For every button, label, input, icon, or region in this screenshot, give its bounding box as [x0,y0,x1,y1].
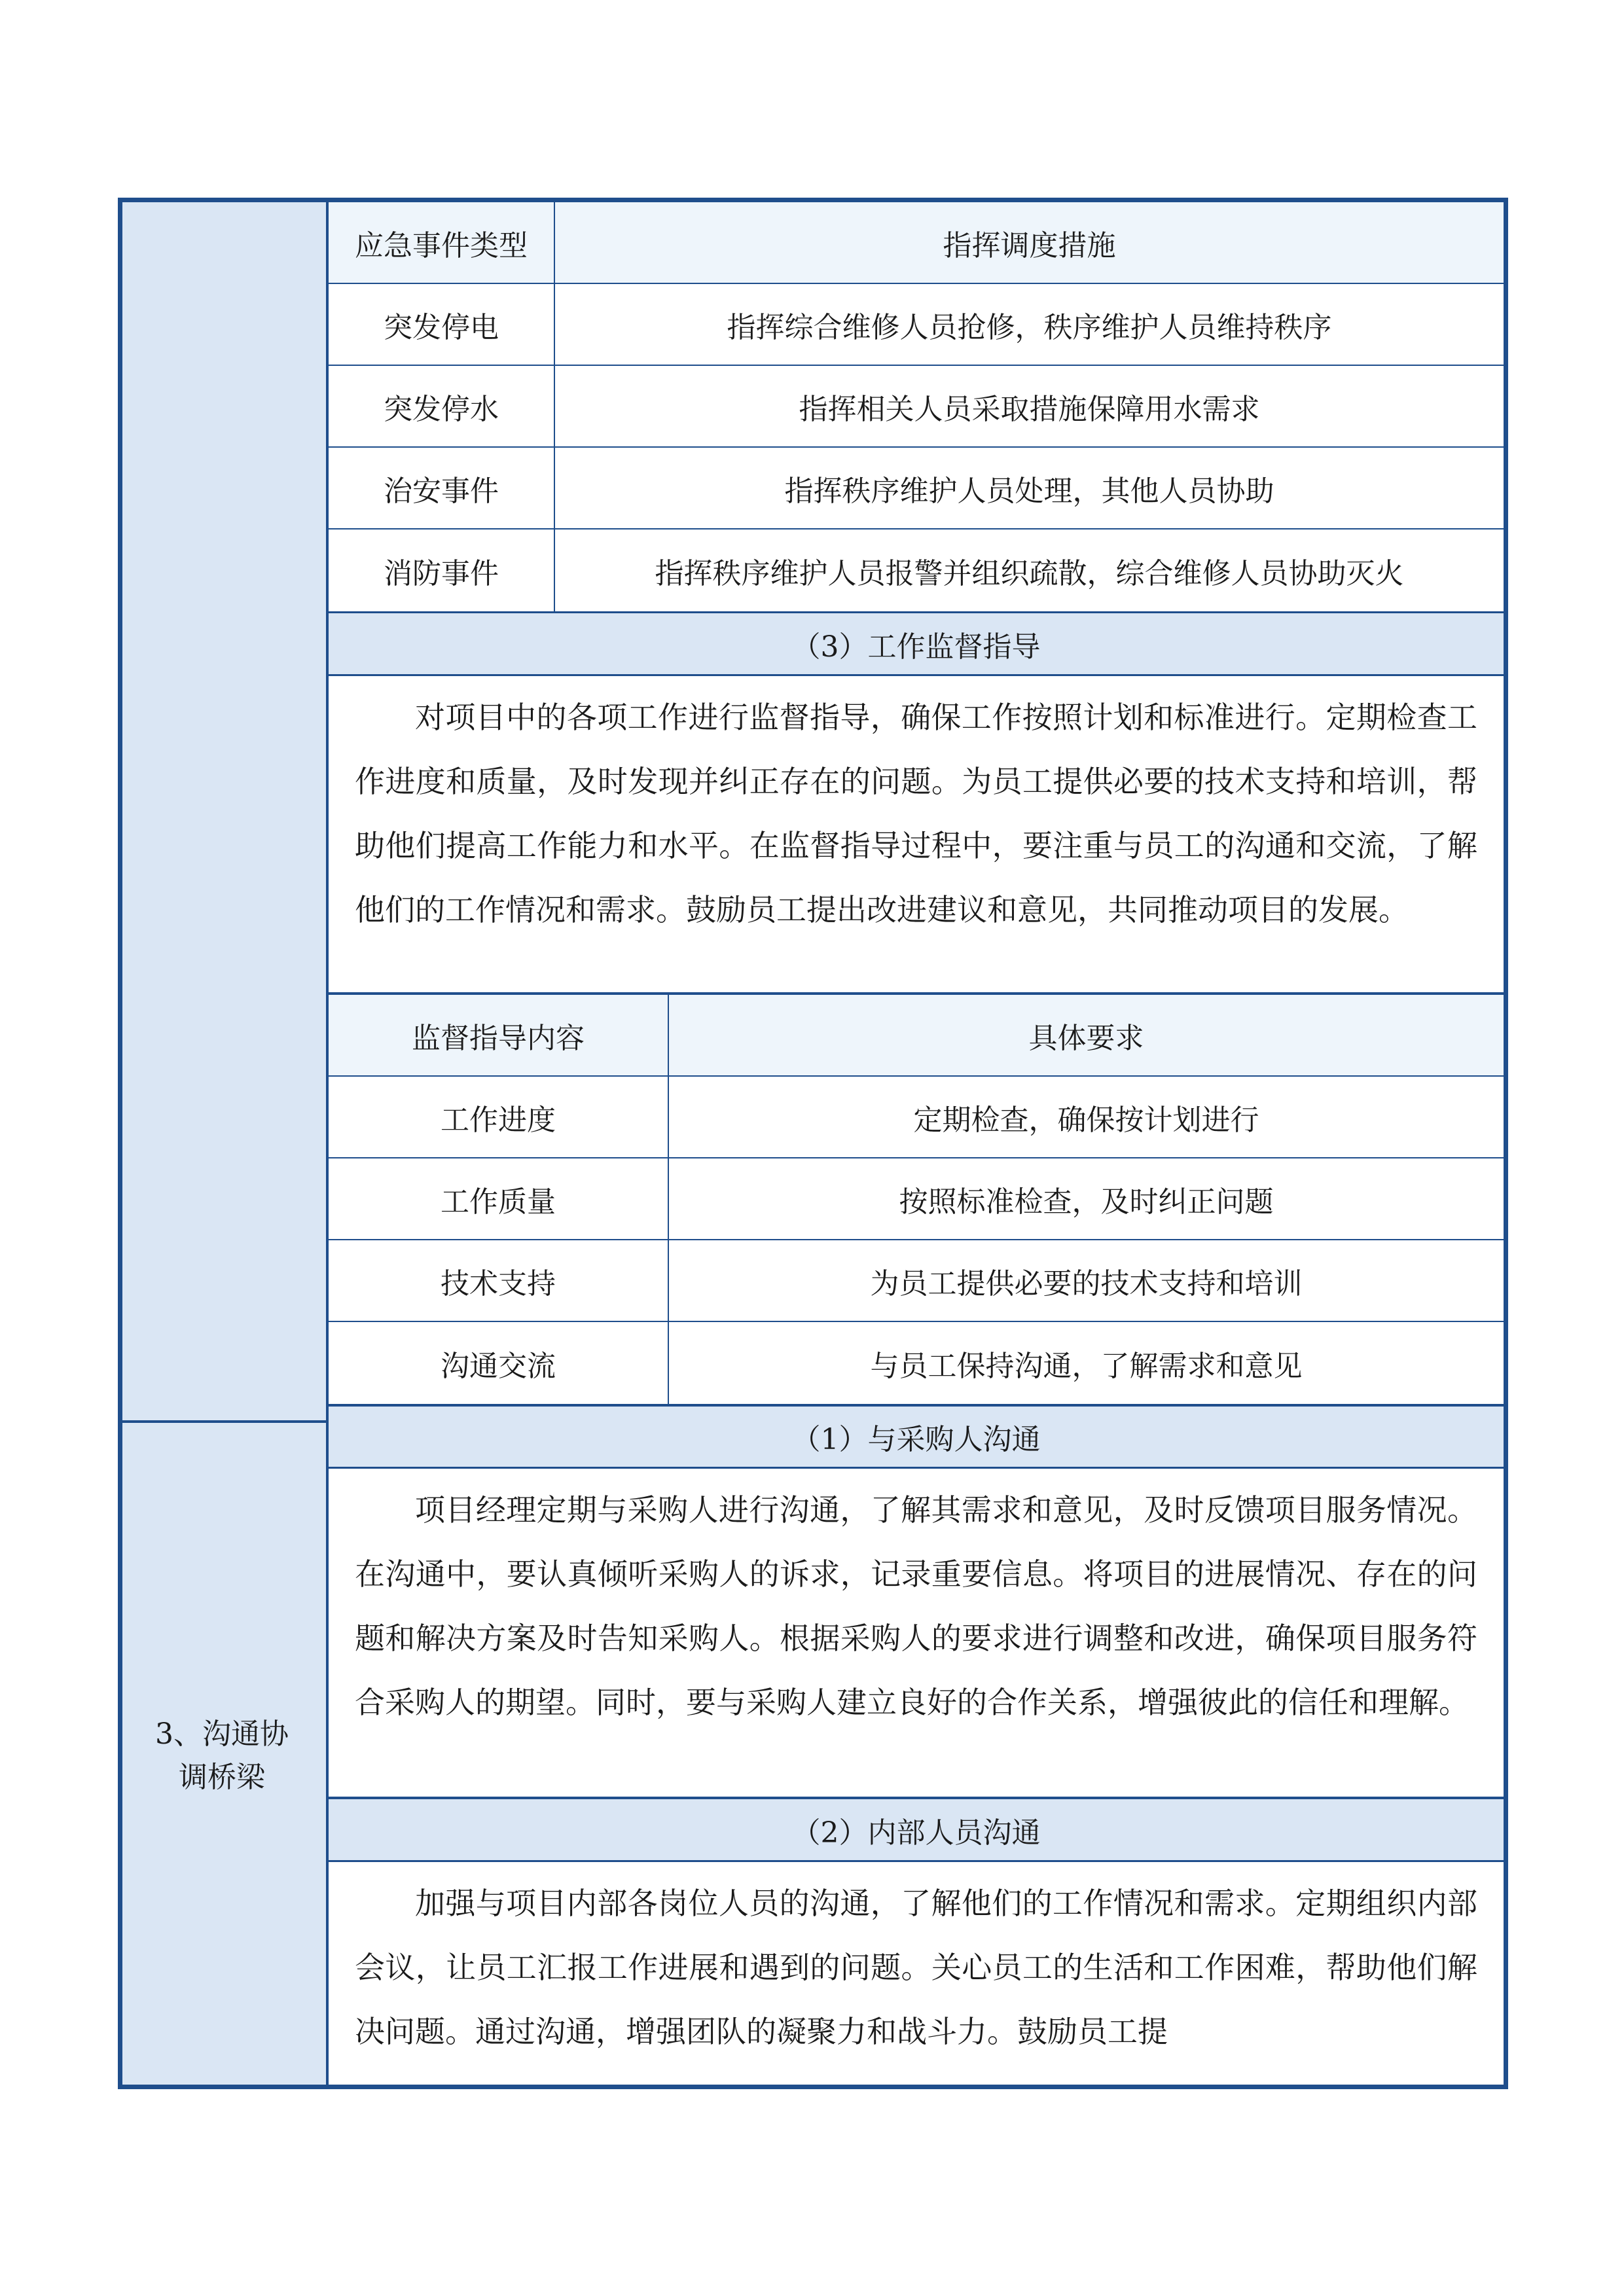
internal-paragraph: 加强与项目内部各岗位人员的沟通，了解他们的工作情况和需求。定期组织内部会议，让员工汇报工作进展和遇到的问题。关心员工的生活和工作困难，帮助他们解决问题。通过沟通，增强团队的凝聚力和战斗力。鼓励员工提 [355,1886,1477,2049]
emergency-row-3-measure: 指挥秩序维护人员处理，其他人员协助 [555,448,1504,529]
emergency-header-measure: 指挥调度措施 [555,202,1504,284]
supervision-row-1-content: 工作进度 [329,1077,669,1158]
emergency-row-4-type: 消防事件 [329,529,555,611]
supervision-row-3-content: 技术支持 [329,1240,669,1322]
supervision-row-2-requirement: 按照标准检查，及时纠正问题 [669,1158,1504,1240]
supervision-paragraph: 对项目中的各项工作进行监督指导，确保工作按照计划和标准进行。定期检查工作进度和质量，及时发现并纠正存在的问题。为员工提供必要的技术支持和培训，帮助他们提高工作能力和水平。在监督指导过程中，要注重与员工的沟通和交流，了解他们的工作情况和需求。鼓励员工提出改进建议和意见，共同推动项目的发展。 [329,676,1504,995]
supervision-row-4-content: 沟通交流 [329,1322,669,1404]
supervision-header-requirement: 具体要求 [669,995,1504,1077]
emergency-row-4-measure: 指挥秩序维护人员报警并组织疏散，综合维修人员协助灭火 [655,556,1404,590]
supervision-row-1-requirement: 定期检查，确保按计划进行 [669,1077,1504,1158]
supervision-row-2-content: 工作质量 [329,1158,669,1240]
supervision-row-4-requirement: 与员工保持沟通，了解需求和意见 [870,1349,1303,1383]
purchaser-paragraph: 项目经理定期与采购人进行沟通，了解其需求和意见，及时反馈项目服务情况。在沟通中，要认真倾听采购人的诉求，记录重要信息。将项目的进展情况、存在的问题和解决方案及时告知采购人。根据采购人的要求进行调整和改进，确保项目服务符合采购人的期望。同时，要与采购人建立良好的合作关系，增强彼此的信任和理解。 [329,1469,1504,1799]
emergency-row-1-type: 突发停电 [329,284,555,366]
supervision-row-3-requirement: 为员工提供必要的技术支持和培训 [669,1240,1504,1322]
emergency-row-1-measure: 指挥综合维修人员抢修，秩序维护人员维持秩序 [555,284,1504,366]
emergency-header-type: 应急事件类型 [329,202,555,284]
supervision-heading: （3）工作监督指导 [329,613,1504,676]
supervision-header-content: 监督指导内容 [329,995,669,1077]
table-outer-border [118,198,1508,2089]
section-3-label: 3、沟通协调桥梁 [155,1717,289,1794]
emergency-row-2-measure: 指挥相关人员采取措施保障用水需求 [555,366,1504,448]
internal-heading: （2）内部人员沟通 [329,1799,1504,1862]
purchaser-heading: （1）与采购人沟通 [329,1406,1504,1469]
emergency-row-2-type: 突发停水 [329,366,555,448]
emergency-row-3-type: 治安事件 [329,448,555,529]
